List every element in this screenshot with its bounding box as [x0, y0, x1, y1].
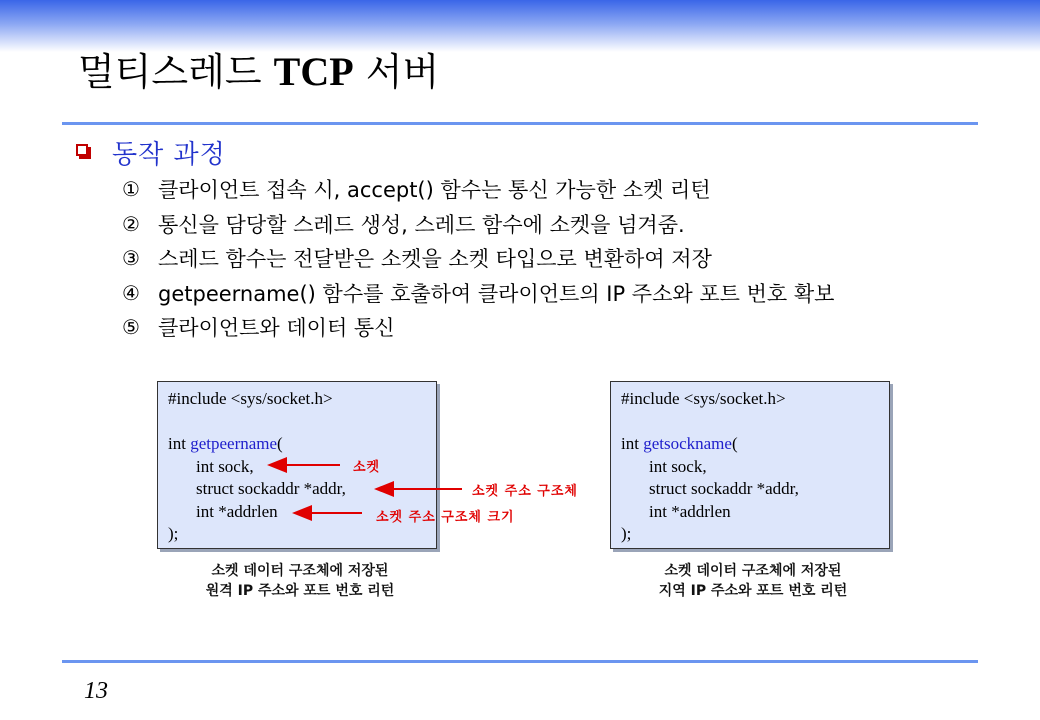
title-korean-suffix: 서버 — [365, 50, 440, 94]
title-korean-prefix: 멀티스레드 — [78, 50, 262, 94]
step-text: 스레드 함수는 전달받은 소켓을 소켓 타입으로 변환하여 저장 — [158, 247, 712, 272]
step-number: ② — [122, 211, 140, 236]
code-param-addr: struct sockaddr *addr, — [196, 479, 346, 498]
code-param-addr: struct sockaddr *addr, — [649, 479, 799, 498]
getsockname-caption — [603, 561, 903, 601]
annotation-socket-address-struct-size: 소켓 주소 구조체 크기 — [376, 510, 515, 525]
code-open-paren: ( — [731, 434, 738, 453]
getpeername-caption — [150, 561, 450, 601]
section-heading: 동작 과정 — [112, 139, 226, 170]
step-number: ④ — [122, 280, 140, 305]
code-include: #include <sys/socket.h> — [168, 389, 333, 408]
caption-line: 지역 IP 주소와 포트 번호 리턴 — [658, 583, 848, 599]
code-param-sock: int sock, — [649, 456, 707, 476]
step-number: ① — [122, 177, 140, 202]
title-protocol: TCP — [273, 49, 354, 94]
code-param-addrlen: int *addrlen — [196, 501, 278, 521]
step-number: ⑤ — [122, 315, 140, 340]
function-name: getpeername — [190, 434, 278, 453]
code-param-sock: int sock, — [196, 456, 254, 476]
code-close: ); — [168, 524, 179, 543]
annotation-socket: 소켓 — [353, 460, 381, 475]
function-name: getsockname — [643, 434, 732, 453]
code-return-type: int — [621, 434, 644, 453]
step-text: getpeername() 함수를 호출하여 클라이언트의 IP 주소와 포트 번호 확보 — [158, 281, 835, 306]
caption-line: 소켓 데이터 구조체에 저장된 — [664, 563, 842, 579]
bottom-divider — [62, 660, 978, 663]
annotation-socket-address-struct: 소켓 주소 구조체 — [472, 484, 578, 499]
caption-line: 소켓 데이터 구조체에 저장된 — [211, 563, 389, 579]
code-return-type: int — [168, 434, 191, 453]
code-include: #include <sys/socket.h> — [621, 389, 786, 408]
code-close: ); — [621, 524, 632, 543]
page-number: 13 — [84, 678, 108, 704]
step-text: 클라이언트 접속 시, accept() 함수는 통신 가능한 소켓 리턴 — [158, 178, 711, 203]
code-open-paren: ( — [277, 434, 283, 453]
step-number: ③ — [122, 246, 140, 271]
code-param-addrlen: int *addrlen — [649, 501, 731, 521]
caption-line: 원격 IP 주소와 포트 번호 리턴 — [205, 583, 395, 599]
step-text: 클라이언트와 데이터 통신 — [158, 316, 395, 341]
step-text: 통신을 담당할 스레드 생성, 스레드 함수에 소켓을 넘겨줌. — [158, 212, 685, 237]
